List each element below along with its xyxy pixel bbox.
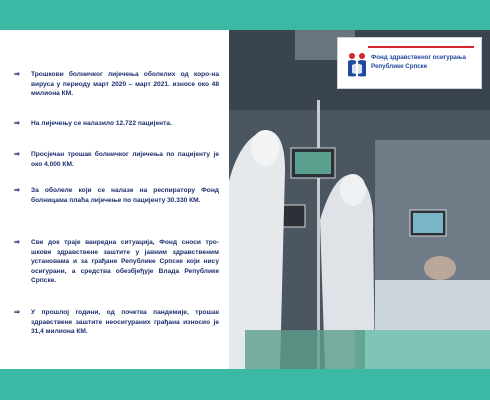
bullet-text: За оболеле који се налазе на респиратору Фонд болницама плаћа лијечење по пацијенту 30.330 КМ. [31,187,219,204]
bullet-text: У прошлој години, од почетка пандемије, трошак здравствене заштите неосигураних грађана износио је 31,4 милиона КМ. [31,309,219,335]
fund-logo [337,37,482,89]
bullet-item-uninsured-coverage [14,238,219,286]
logo-title-line1: Фонд здравственог осигурања [371,54,466,61]
double-arrow-icon: ⇒ [14,151,20,158]
double-arrow-icon: ⇒ [14,187,20,194]
double-arrow-icon: ⇒ [14,309,20,316]
info-text-panel [0,30,229,369]
bullet-item-uninsured-cost [14,308,219,337]
logo-red-rule [368,46,474,48]
bullet-text: Све док траје ванредна ситуација, Фонд сноси тро-шкове здравствене заштите у јавним здравственим установама и за грађане Републике Српске који нису осигурани, а средства обезбјеђује Влада Републике Српске. [31,239,219,284]
bullet-item-hospital-costs [14,70,219,99]
bullet-item-respirator-cost [14,186,219,205]
bullet-item-average-cost [14,150,219,169]
double-arrow-icon: ⇒ [14,239,20,246]
double-arrow-icon: ⇒ [14,120,20,127]
people-emblem-icon [346,51,368,77]
logo-title-line2: Републике Српске [371,63,428,70]
bullet-item-patients-count [14,119,219,129]
double-arrow-icon: ⇒ [14,71,20,78]
bullet-text: Просјечан трошак болничког лијечења по пацијенту је око 4.000 КМ. [31,151,219,168]
bullet-text: На лијечењу се налазило 12.722 пацијента. [31,120,172,127]
bullet-text: Трошкови болничког лијечења оболелих од коро-на вируса у периоду март 2020 – март 2021. износе око 48 милиона КМ. [31,71,219,97]
